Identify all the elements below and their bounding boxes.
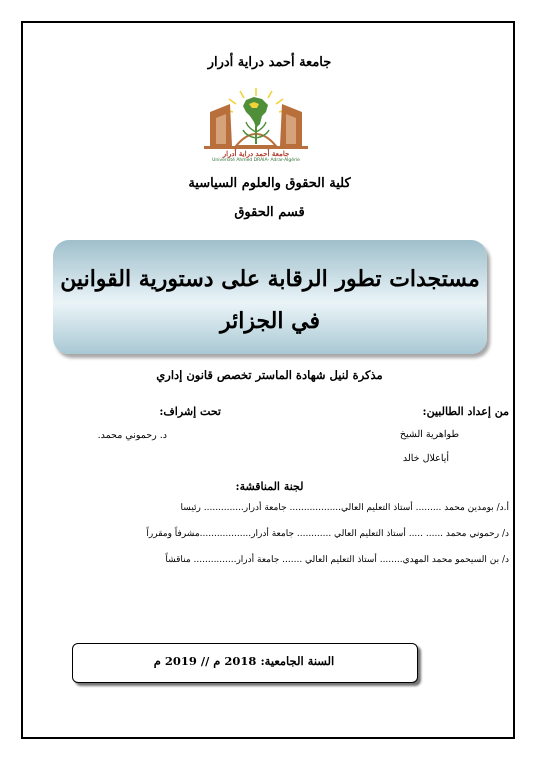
university-name: جامعة أحمد دراية أدرار [207, 55, 332, 70]
student-name: أياعلال خالد [402, 453, 449, 464]
title-box [53, 240, 487, 354]
supervisor-label: تحت إشراف: [159, 405, 221, 418]
university-logo [196, 88, 316, 166]
committee-title: لجنة المناقشة: [235, 480, 304, 493]
logo-text-arabic: جامعة أحمد دراية أدرار [222, 149, 290, 158]
department-name: قسم الحقوق [234, 205, 305, 220]
academic-year: السنة الجامعية: 2018 م // 2019 م [153, 654, 335, 668]
student-name: طواهرية الشيخ [399, 429, 459, 440]
students-label: من إعداد الطالبين: [422, 405, 509, 418]
committee-member: أ.د/ بومدين محمد ......... أستاذ التعليم العالي.................. جامعة أدرار.............. رئيسا [180, 503, 509, 513]
supervisor-name: د. رحموني محمد. [97, 430, 167, 441]
thesis-title-line-1: مستجدات تطور الرقابة على دستورية القوانين [60, 266, 480, 292]
committee-member: د/ رحموني محمد ...... ..... أستاذ التعليم العالي ............ جامعة أدرار..................مشرفاً ومقرراً [146, 529, 509, 539]
faculty-name: كلية الحقوق والعلوم السياسية [188, 176, 351, 191]
thesis-title-line-2: في الجزائر [219, 308, 321, 334]
logo-text-french: Université Ahmed DRAIA- Adrar-Algérie [212, 158, 300, 163]
degree-statement: مذكرة لنيل شهادة الماستر تخصص قانون إداري [156, 368, 383, 382]
committee-member: د/ بن السيحمو محمد المهدي........ أستاذ التعليم العالي ....... جامعة أدرار............... مناقشاً [165, 555, 509, 565]
